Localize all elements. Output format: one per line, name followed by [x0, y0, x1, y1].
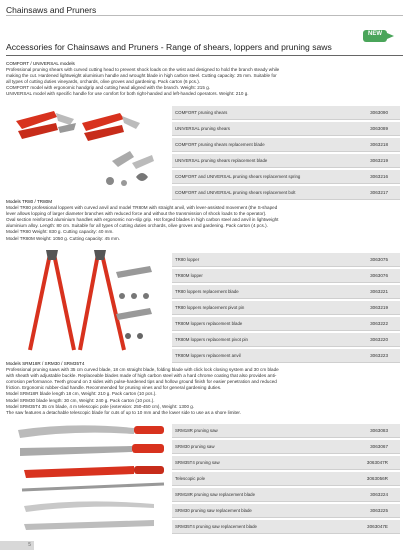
table-row: TR80 loppers replacement pivot pin 3063219 — [172, 301, 400, 315]
table-row: TR80 lopper 3063075 — [172, 253, 400, 267]
table-row: SRM35T4 pruning saw 3063047R — [172, 456, 400, 470]
page-number: 5 — [28, 542, 31, 548]
section-title: Chainsaws and Pruners — [6, 5, 97, 15]
table-row: TR80M loppers replacement blade 3063222 — [172, 317, 400, 331]
table-row: UNIVERSAL pruning shears replacement blade 3063219 — [172, 154, 400, 168]
table-row: SRM18R pruning saw 3063083 — [172, 424, 400, 438]
new-badge: NEW — [363, 30, 387, 42]
table-row: COMFORT and UNIVERSAL pruning shears replacement spring 3063216 — [172, 170, 400, 184]
pruning-shears-image — [12, 103, 162, 193]
loppers-description: Models TR80 / TR80M Model TR80 professional loppers with curved anvil and model TR80M with straight anvil, with lever-assisted movement (the S-shaped lever allows lopping of larger diameter branches with reduced force and without the transmission of shock loads to the operator). Oval section reinforced aluminium handles with ergonomic non-slip grip. Hot forged blades in high carbon steel and anvil in lightweight aluminium alloy. Length: 80 cm. Suitable for all types of cutting duties orchards, olive groves and gardening. Pack carton (4 pcs.). Model TR80 Weight: 830 g. Cutting capacity: 40 mm. Model TR80M Weight: 1050 g. Cutting capacity: 45 mm. — [6, 199, 279, 241]
title-divider — [6, 55, 403, 56]
table-row: UNIVERSAL pruning shears 3063089 — [172, 122, 400, 136]
table-row: SRM30 pruning saw 3063067 — [172, 440, 400, 454]
table-row: TR80M loppers replacement pivot pin 3063220 — [172, 333, 400, 347]
pruning-saws-image — [14, 420, 172, 542]
table-row: SRM30 pruning saw replacement blade 3063225 — [172, 504, 400, 518]
lopper-parts-image — [110, 262, 170, 352]
table-row: TR80M lopper 3063076 — [172, 269, 400, 283]
table-row: COMFORT pruning shears 3063090 — [172, 106, 400, 120]
table-row: TR80M loppers replacement anvil 3063223 — [172, 349, 400, 363]
table-row: COMFORT and UNIVERSAL pruning shears replacement bolt 3063217 — [172, 186, 400, 200]
page-number-tab — [0, 541, 34, 550]
saws-description: Models SRM18R / SRM30 / SRM35T4 Professional pruning saws with 35 cm curved blade, 18 cm straight blade, folding blade with click lock closing system and 30 cm blade with sheath with adjustable buckle. Replaceable blades made of high carbon steel with a hard chrome coating that also provides anti- corrosion performance. Teeth ground on 3 sides with pulse-hardened tips and hollow ground finish for easier penetration and reduced friction. Ergonomic rubber-clad handle. Recommended for pruning vines and for general gardening duties. Model SRM18R blade length 18 cm, Weight: 210 g. Pack carton (10 pcs.). Model SRM30 blade length: 30 cm, Weight: 240 g. Pack carton (10 pcs.). Model SRM35T4 35 cm blade, 4 m telescopic pole (extension: 250-450 cm), Weight: 1300 g. The saw features a detachable telescopic blade for cuts of up to 10 mm and the lower side to use as a shore limiter. — [6, 361, 279, 415]
table-row: TR80 loppers replacement blade 3063221 — [172, 285, 400, 299]
shears-description: COMFORT / UNIVERSAL models Professional pruning shears with curved cutting head to prevent shock loads on the wrist and designed to hold the branch steady while making the cut. Hardened lightweight aluminium handle and wrought blade in high carbon steel. Cutting capacity: 25 mm. Suitable for all types of cutting duties vineyards, orchards, olive groves and gardening. Pack carton (6 pcs.). COMFORT model with ergonomic handgrip and cutting head aligned with the branch. Weight: 215 g. UNIVERSAL model with specific handle for use comfort for both right-handed and left-handed operators. Weight: 210 g. — [6, 61, 280, 97]
page-title: Accessories for Chainsaws and Pruners - Range of shears, loppers and pruning saws — [6, 42, 332, 52]
table-row: SRM35T4 pruning saw replacement blade 3063047E — [172, 520, 400, 534]
table-row: SRM18R pruning saw replacement blade 3063224 — [172, 488, 400, 502]
table-row: COMFORT pruning shears replacement blade 3063218 — [172, 138, 400, 152]
table-row: Telescopic pole 3063056R — [172, 472, 400, 486]
header-divider — [6, 15, 403, 16]
